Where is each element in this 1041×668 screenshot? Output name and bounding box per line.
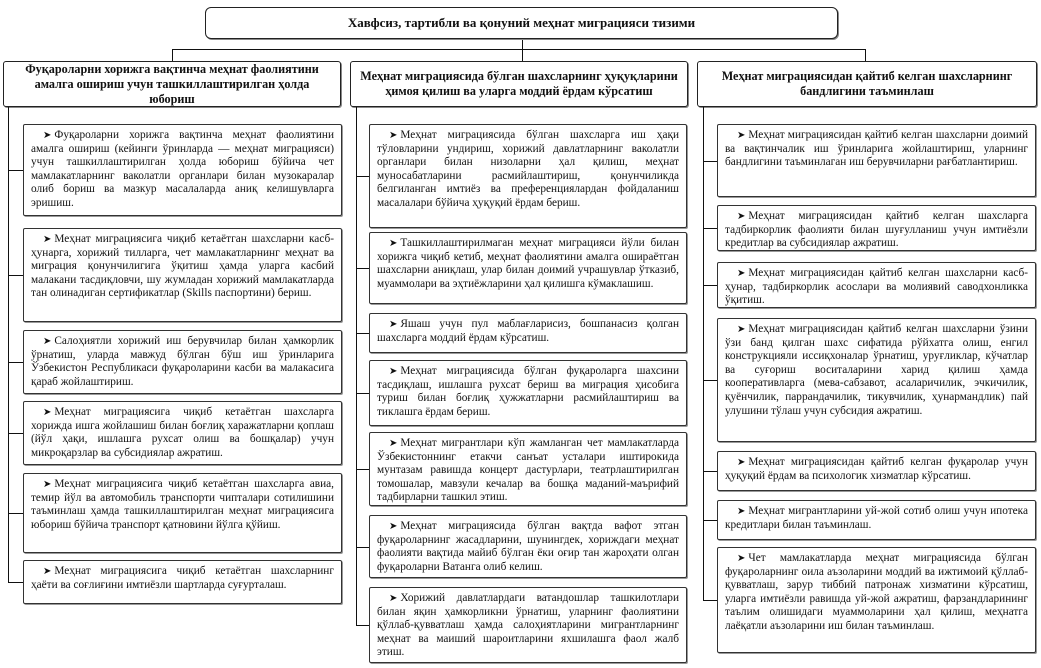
list-item xyxy=(369,432,687,506)
list-item-text: Меҳнат миграциясидан қайтиб келган шахсларга тадбиркорлик фаолияти билан шуғулланиш учун имтиёзли кредитлар ва субсидиялар ажратиш. xyxy=(725,210,1028,250)
branch-line xyxy=(703,471,717,472)
list-item-text: Меҳнат миграциясида бўлган шахсларга иш ҳақи тўловларини ундириш, хорижий давлатларнинг ваколатли органлари билан низоларни ҳал қилиш, меҳнат муносабатларини расмийлаштириш, қонунчиликда белгиланган имтиёз ва преференциялардан фойдаланиш масалалари бўйича ҳуқуқий ёрдам бериш. xyxy=(377,129,679,209)
list-item-text: Меҳнат миграциясида бўлган вақтда вафот этган фуқароларнинг жасадларини, шунингдек, хориждаги меҳнат фаолияти вақтида майиб бўлган ёки оғир тан жароҳати олган фуқароларни Ватанга олиб келиш. xyxy=(377,520,679,573)
connector-col3-vertical xyxy=(865,49,866,61)
list-item xyxy=(23,330,342,394)
branch-line xyxy=(356,333,369,334)
list-item-text: Меҳнат мигрантларини уй-жой сотиб олиш учун ипотека кредитлари билан таъминлаш. xyxy=(725,505,1028,531)
arrow-bullet-icon: ➤ xyxy=(737,457,746,468)
arrow-bullet-icon: ➤ xyxy=(389,319,398,330)
arrow-bullet-icon: ➤ xyxy=(737,130,746,141)
list-item-text: Яшаш учун пул маблағларисиз, бошпанасиз қолган шахсларга моддий ёрдам кўрсатиш. xyxy=(377,318,679,344)
arrow-bullet-icon: ➤ xyxy=(389,521,398,532)
list-item xyxy=(23,560,342,604)
list-item-text: Фуқароларни хорижга вақтинча меҳнат фаолиятини амалга ошириш (кейинги ўринларда — меҳнат миграцияси) учун ташкиллаштирилган ҳолда юбориш бўйича чет мамлакатларнинг ваколатли органлари билан музокаралар олиб бориш ва мазкур масалаларда аниқ келишувларга эришиш. xyxy=(31,129,334,209)
arrow-bullet-icon: ➤ xyxy=(389,366,398,377)
list-item xyxy=(23,401,342,465)
list-item xyxy=(717,205,1036,251)
list-item xyxy=(717,318,1036,442)
list-item-text: Меҳнат миграциясига чиқиб кетаётган шахсларни касб-ҳунарга, хорижий тилларга, чет мамлакатларнинг меҳнат ва миграция қонунчилигига ўқитиш ҳамда уларга касбий малакани тасдиқловчи, шу жумладан хорижий мамлакатларда тан олинадиган сертификатлар (Skills паспортини) бериш. xyxy=(31,233,334,300)
branch-line xyxy=(703,161,717,162)
branch-line xyxy=(8,170,23,171)
list-item xyxy=(717,547,1036,653)
arrow-bullet-icon: ➤ xyxy=(43,234,52,245)
column-header-1: Фуқароларни хорижга вақтинча меҳнат фаолиятини амалга ошириш учун ташкиллаштирилган ҳолда юбориш xyxy=(3,61,341,107)
branch-line xyxy=(356,393,369,394)
arrow-bullet-icon: ➤ xyxy=(389,238,398,249)
list-item xyxy=(369,232,687,304)
list-item-text: Меҳнат мигрантлари кўп жамланган чет мамлакатларда Ўзбекистоннинг етакчи санъат усталари иштирокида мунтазам равишда концерт дастурлари, театрлаштирилган томошалар, мавзули кечалар ва бошқа маданий-маърифий тадбирларни ташкил этиш. xyxy=(377,437,679,504)
list-item-text: Меҳнат миграциясидан қайтиб келган шахсларни ўзини ўзи банд қилган шахс сифатида рўйхатга олиш, енгил конструкцияли иссиқхоналар ўрнатиш, уруғликлар, кўчатлар ва суғориш воситаларини харид қилиш ҳамда кооперативларга (мева-сабзавот, асаларичилик, эчкичилик, қуёнчилик, паррандачилик, тикувчилик, ҳунармандлик) пай улушини тўлаш учун субсидия ажратиш. xyxy=(725,323,1028,417)
arrow-bullet-icon: ➤ xyxy=(43,336,52,347)
branch-line xyxy=(703,380,717,381)
column-trunk-line xyxy=(8,107,9,582)
branch-line xyxy=(356,268,369,269)
list-item-text: Салоҳиятли хорижий иш берувчилар билан ҳамкорлик ўрнатиш, уларда мавжуд бўлган бўш иш ўринларига Ўзбекистон Республикаси фуқароларини касби ва малакасига қараб жойлаштириш. xyxy=(31,335,334,388)
list-item xyxy=(23,124,342,216)
arrow-bullet-icon: ➤ xyxy=(737,324,746,335)
branch-line xyxy=(8,433,23,434)
branch-line xyxy=(356,625,369,626)
diagram-title: Хавфсиз, тартибли ва қонуний меҳнат миграцияси тизими xyxy=(205,7,838,39)
list-item xyxy=(369,360,687,426)
branch-line xyxy=(703,520,717,521)
arrow-bullet-icon: ➤ xyxy=(737,211,746,222)
arrow-bullet-icon: ➤ xyxy=(43,479,52,490)
branch-line xyxy=(703,228,717,229)
branch-line xyxy=(703,600,717,601)
list-item-text: Хорижий давлатлардаги ватандошлар ташкилотлари билан яқин ҳамкорликни ўрнатиш, уларнинг фаолиятини қўллаб-қувватлаш ҳамда салоҳиятларини мигрантларнинг меҳнат ва маиший шароитларини яхшилашга фаол жалб этиш. xyxy=(377,592,679,659)
arrow-bullet-icon: ➤ xyxy=(737,268,746,279)
arrow-bullet-icon: ➤ xyxy=(737,553,746,564)
connector-col2-vertical xyxy=(522,49,523,61)
list-item xyxy=(369,515,687,578)
list-item-text: Меҳнат миграциясидан қайтиб келган шахсларни касб-ҳунар, тадбиркорлик асослари ва молиявий саводхонликка ўқитиш. xyxy=(725,267,1028,307)
list-item xyxy=(369,313,687,353)
list-item xyxy=(717,262,1036,308)
list-item xyxy=(717,451,1036,491)
branch-line xyxy=(8,513,23,514)
arrow-bullet-icon: ➤ xyxy=(43,407,52,418)
list-item-text: Меҳнат миграциясига чиқиб кетаётган шахсларга хорижда ишга жойлашиш билан боғлиқ харажатларни қоплаш (йўл ҳақи, ишлашга рухсат олиш ва бошқалар) учун микроқарзлар ва субсидиялар ажратиш. xyxy=(31,406,334,459)
connector-col1-vertical xyxy=(172,49,173,61)
branch-line xyxy=(356,176,369,177)
list-item xyxy=(369,587,687,663)
connector-horizontal xyxy=(172,49,866,50)
branch-line xyxy=(703,285,717,286)
column-header-2: Меҳнат миграциясида бўлган шахсларнинг ҳуқуқларини ҳимоя қилиш ва уларга моддий ёрдам кўрсатиш xyxy=(350,61,688,107)
list-item-text: Меҳнат миграциясига чиқиб кетаётган шахсларга авиа, темир йўл ва автомобиль транспорти чипталари сотилишини таъминлаш ҳамда ташкиллаштирилган меҳнат миграциясига юбориш бўйича транспорт қатновини йўлга қўйиш. xyxy=(31,478,334,531)
list-item-text: Ташкиллаштирилмаган меҳнат миграцияси йўли билан хорижга чиқиб кетиб, меҳнат фаолиятини амалга ошираётган шахсларни аниқлаш, улар билан доимий учрашувлар ўтказиб, муаммолари ва эҳтиёжларини ҳал қилишга кўмаклашиш. xyxy=(377,237,679,290)
arrow-bullet-icon: ➤ xyxy=(737,506,746,517)
arrow-bullet-icon: ➤ xyxy=(43,566,52,577)
column-header-3: Меҳнат миграциясидан қайтиб келган шахсларнинг бандлигини таъминлаш xyxy=(697,61,1037,107)
list-item xyxy=(23,473,342,553)
arrow-bullet-icon: ➤ xyxy=(389,130,398,141)
list-item xyxy=(717,500,1036,540)
list-item-text: Меҳнат миграциясидан қайтиб келган шахсларни доимий ва вақтинчалик иш ўринларига жойлаштириш, уларнинг бандлигини таъминлаган иш берувчиларни рағбатлантириш. xyxy=(725,129,1028,169)
arrow-bullet-icon: ➤ xyxy=(43,130,52,141)
branch-line xyxy=(356,469,369,470)
column-trunk-line xyxy=(703,107,704,600)
branch-line xyxy=(8,362,23,363)
branch-line xyxy=(8,275,23,276)
list-item-text: Меҳнат миграциясида бўлган фуқароларга шахсини тасдиқлаш, ишлашга рухсат бериш ва миграция ҳисобига туриш билан боғлиқ ҳужжатларни расмийлаштириш ва тиклашга ёрдам бериш. xyxy=(377,365,679,418)
list-item xyxy=(23,228,342,322)
list-item-text: Чет мамлакатларда меҳнат миграциясида бўлган фуқароларнинг оила аъзоларини моддий ва ижтимоий қўллаб-қувватлаш, зарур тиббий патронаж хизматини кўрсатиш, уларга имтиёзли равишда уй-жой ажратиш, фарзандларининг таълим олишидаги муаммоларини ҳал қилиш, меҳнатга лаёқатли аъзоларини иш билан таъминлаш. xyxy=(725,552,1028,632)
list-item-text: Меҳнат миграциясидан қайтиб келган фуқаролар учун ҳуқуқий ёрдам ва психологик хизматлар кўрсатиш. xyxy=(725,456,1028,482)
branch-line xyxy=(356,547,369,548)
branch-line xyxy=(8,582,23,583)
arrow-bullet-icon: ➤ xyxy=(389,438,398,449)
list-item-text: Меҳнат миграциясига чиқиб кетаётган шахсларнинг ҳаёти ва соғлиғини имтиёзли шартларда суғурталаш. xyxy=(31,565,334,591)
arrow-bullet-icon: ➤ xyxy=(389,593,398,604)
list-item xyxy=(717,124,1036,197)
list-item xyxy=(369,124,687,228)
